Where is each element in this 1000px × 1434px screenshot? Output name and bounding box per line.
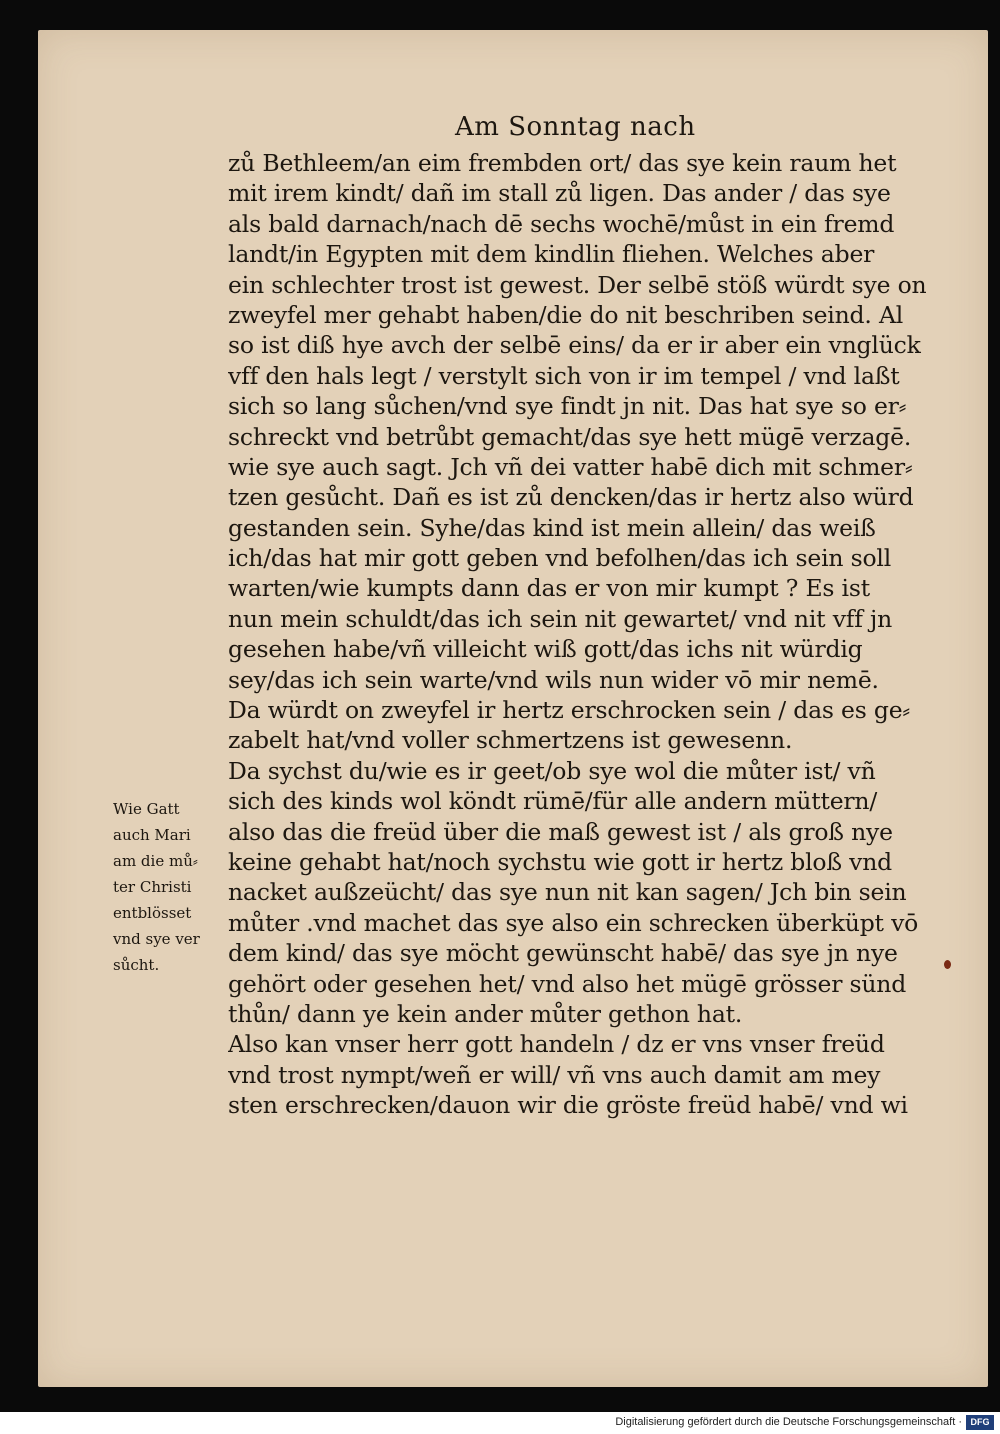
text-line: als bald darnach/nach dē sechs wochē/můst in ein fremd [228, 209, 895, 238]
text-line: vff den hals legt / verstylt sich von ir im tempel / vnd laßt [228, 361, 900, 390]
text-line: also das die freüd über die maß gewest ist / als groß nye [228, 817, 893, 846]
dfg-logo-icon: DFG [966, 1415, 994, 1430]
text-line: tzen gesůcht. Dañ es ist zů dencken/das ir hertz also würd [228, 483, 914, 512]
text-line: gesehen habe/vñ villeicht wiß gott/das ichs nit würdig [228, 635, 863, 664]
text-line: nacket außzeücht/ das sye nun nit kan sagen/ Jch bin sein [228, 878, 907, 907]
text-line: landt/in Egypten mit dem kindlin fliehen. Welches aber [228, 240, 875, 269]
footer-bar [0, 1412, 1000, 1434]
footer-credit: Digitalisierung gefördert durch die Deutsche Forschungsgemeinschaft · [615, 1416, 962, 1428]
text-line: so ist diß hye avch der selbē eins/ da er ir aber ein vnglück [228, 331, 921, 360]
marginal-note-line: vnd sye ver [113, 930, 200, 948]
text-line: vnd trost nympt/weñ er will/ vñ vns auch damit am mey [228, 1060, 881, 1089]
text-line: zweyfel mer gehabt haben/die do nit beschriben seind. Al [228, 300, 904, 329]
text-line: Da würdt on zweyfel ir hertz erschrocken sein / das es ge⸗ [228, 696, 911, 725]
marginal-note-line: ter Christi [113, 878, 192, 896]
text-line: keine gehabt hat/noch sychstu wie gott ir hertz bloß vnd [228, 847, 893, 876]
text-line: wie sye auch sagt. Jch vñ dei vatter habē dich mit schmer⸗ [228, 452, 913, 481]
text-line: dem kind/ das sye möcht gewünscht habē/ das sye jn nye [228, 939, 898, 968]
text-line: sey/das ich sein warte/vnd wils nun wider vō mir nemē. [228, 665, 879, 694]
ink-spot [944, 960, 951, 969]
text-line: schreckt vnd betrůbt gemacht/das sye hett mügē verzagē. [228, 422, 912, 451]
text-line: zabelt hat/vnd voller schmertzens ist gewesenn. [228, 726, 793, 755]
running-head: Am Sonntag nach [455, 112, 696, 142]
text-line: sich des kinds wol köndt rümē/für alle andern müttern/ [228, 787, 878, 816]
marginal-note-line: Wie Gatt [113, 800, 180, 818]
marginal-note-line: auch Mari [113, 826, 191, 844]
marginal-note-line: am die mů⸗ [113, 852, 198, 870]
text-line: sich so lang sůchen/vnd sye findt jn nit. Das hat sye so er⸗ [228, 392, 907, 421]
marginal-note [113, 796, 233, 978]
text-line: můter .vnd machet das sye also ein schrecken überküpt vō [228, 908, 919, 937]
text-line: nun mein schuldt/das ich sein nit gewartet/ vnd nit vff jn [228, 604, 893, 633]
text-line: sten erschrecken/dauon wir die gröste freüd habē/ vnd wi [228, 1091, 908, 1120]
marginal-note-line: entblösset [113, 904, 192, 922]
text-line: mit irem kindt/ dañ im stall zů ligen. Das ander / das sye [228, 179, 891, 208]
text-line: thůn/ dann ye kein ander můter gethon hat. [228, 999, 743, 1028]
text-line: warten/wie kumpts dann das er von mir kumpt ? Es ist [228, 574, 870, 603]
body-text [228, 148, 928, 1121]
text-line: gestanden sein. Syhe/das kind ist mein allein/ das weiß [228, 513, 876, 542]
text-line: Also kan vnser herr gott handeln / dz er vns vnser freüd [228, 1030, 885, 1059]
text-line: Da sychst du/wie es ir geet/ob sye wol die můter ist/ vñ [228, 756, 876, 785]
text-line: zů Bethleem/an eim frembden ort/ das sye kein raum het [228, 149, 897, 177]
text-line: ich/das hat mir gott geben vnd befolhen/das ich sein soll [228, 544, 892, 573]
text-line: gehört oder gesehen het/ vnd also het mügē grösser sünd [228, 969, 907, 998]
marginal-note-line: sůcht. [113, 956, 160, 974]
text-line: ein schlechter trost ist gewest. Der selbē stöß würdt sye on [228, 270, 927, 299]
